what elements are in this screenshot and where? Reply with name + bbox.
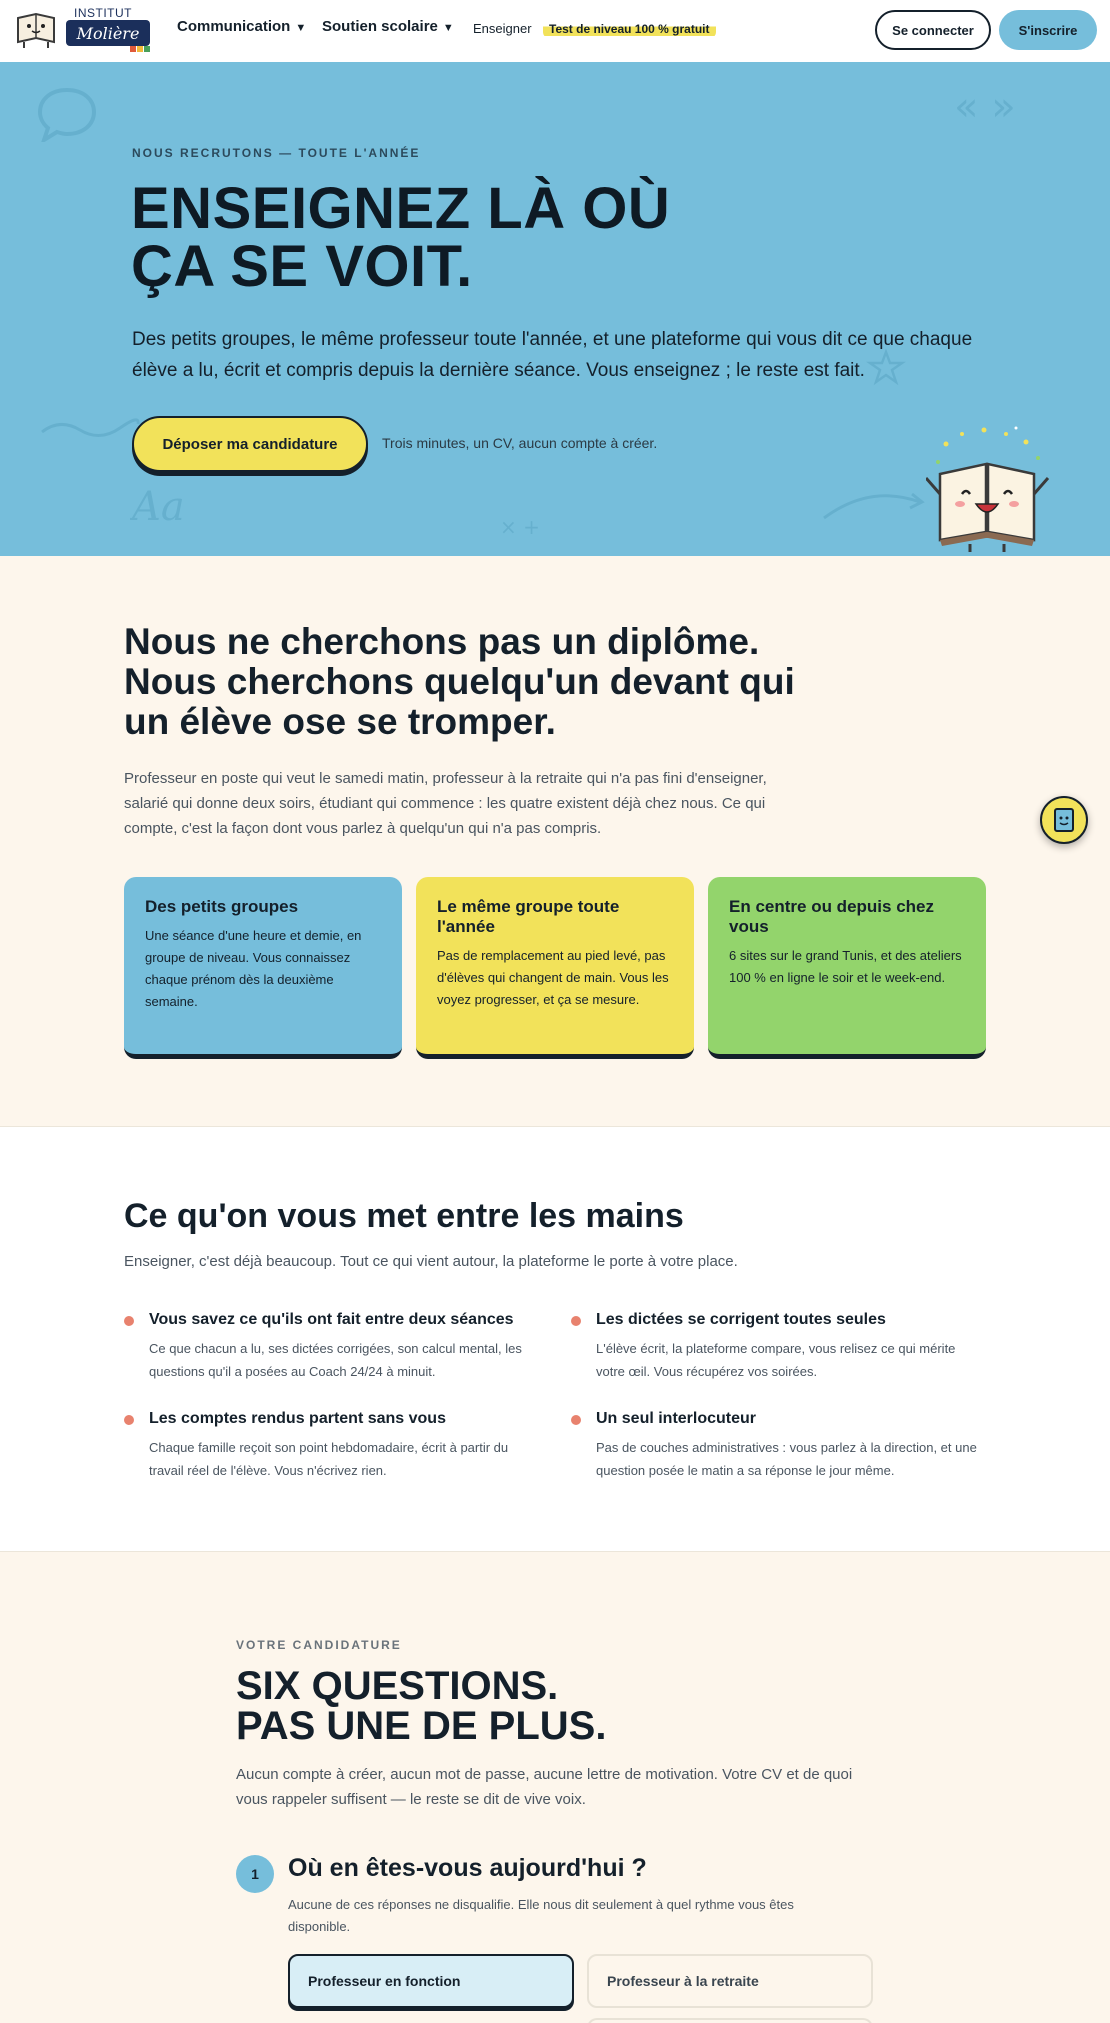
tools-title: Ce qu'on vous met entre les mains [124, 1197, 684, 1235]
help-chat-button[interactable] [1040, 796, 1088, 844]
svg-text:« »: « » [954, 86, 1016, 126]
feature-title: Les comptes rendus partent sans vous [149, 1410, 446, 1427]
card-text: Une séance d'une heure et demie, en groupe de niveau. Vous connaissez chaque prénom dès la deuxième semaine. [145, 928, 362, 1009]
option-next-partial[interactable] [587, 2018, 873, 2023]
logo-top-text: INSTITUT [74, 6, 132, 20]
card-petits-groupes [124, 877, 402, 1059]
feature-title: Un seul interlocuteur [596, 1410, 757, 1427]
hero-title-line-2: ÇA SE VOIT. [131, 234, 473, 299]
svg-text:Aa: Aa [132, 484, 185, 530]
profile-text: Professeur en poste qui veut le samedi matin, professeur à la retraite qui n'a pas fini d'enseigner, salarié qui donne deux soirs, étudiant qui commence : les quatre existent déjà chez nous. Ce qui compte, c'est la façon dont vous parlez à quelqu'un qui n'a pas compris. [124, 770, 767, 837]
feature-item [149, 1410, 539, 1482]
feature-item [596, 1311, 986, 1383]
profile-title-line-2: Nous cherchons quelqu'un devant qui [124, 661, 795, 702]
question-title: Où en êtes-vous aujourd'hui ? [288, 1854, 647, 1882]
application-title-line-2: PAS UNE DE PLUS. [236, 1704, 607, 1748]
application-eyebrow: VOTRE CANDIDATURE [236, 1638, 402, 1652]
card-meme-groupe [416, 877, 694, 1059]
book-mascot-icon [12, 8, 60, 50]
card-text: 6 sites sur le grand Tunis, et des ateliers 100 % en ligne le soir et le week-end. [729, 948, 962, 985]
math-symbols-icon [500, 512, 550, 542]
tools-section [0, 1126, 1110, 1552]
squiggle-icon [40, 414, 140, 444]
card-title: Des petits groupes [145, 897, 299, 916]
nav-communication-label: Communication [177, 18, 291, 35]
application-title [236, 1666, 606, 1746]
chevron-down-icon: ▼ [295, 22, 307, 34]
feature-text: Pas de couches administratives : vous parlez à la direction, et une question posée le matin a sa réponse le jour même. [596, 1440, 977, 1478]
nav-enseigner[interactable]: Enseigner [473, 21, 532, 36]
arrow-curve-icon [820, 484, 930, 524]
dot-icon [571, 1415, 581, 1425]
hero-section [0, 62, 1110, 556]
dot-icon [124, 1415, 134, 1425]
feature-title: Vous savez ce qu'ils ont fait entre deux séances [149, 1311, 514, 1328]
option-professeur-en-fonction[interactable]: Professeur en fonction [288, 1954, 574, 2008]
hero-eyebrow: NOUS RECRUTONS — TOUTE L'ANNÉE [132, 146, 421, 160]
question-help: Aucune de ces réponses ne disqualifie. Elle nous dit seulement à quel rythme vous êtes disponible. [288, 1897, 794, 1934]
application-section [0, 1552, 1110, 2023]
apply-button[interactable]: Déposer ma candidature [132, 416, 368, 472]
quote-marks-icon [954, 86, 1024, 126]
nav-test-niveau[interactable]: Test de niveau 100 % gratuit [543, 20, 716, 38]
nav-communication[interactable] [177, 18, 306, 35]
speech-bubble-icon [36, 84, 98, 142]
feature-text: L'élève écrit, la plateforme compare, vous relisez ce qui mérite votre œil. Vous récupérez vos soirées. [596, 1341, 956, 1379]
feature-text: Chaque famille reçoit son point hebdomadaire, écrit à partir du travail réel de l'élève. Vous n'écrivez rien. [149, 1440, 509, 1478]
signup-button[interactable]: S'inscrire [999, 10, 1097, 50]
card-title: Le même groupe toute l'année [437, 897, 620, 936]
profile-title-line-1: Nous ne cherchons pas un diplôme. [124, 621, 760, 662]
feature-item [149, 1311, 539, 1383]
chat-helper-icon [1049, 805, 1079, 835]
site-logo[interactable] [12, 6, 150, 52]
card-text: Pas de remplacement au pied levé, pas d'élèves qui changent de main. Vous les voyez progresser, et ça se mesure. [437, 948, 669, 1007]
dot-icon [571, 1316, 581, 1326]
profile-title-line-3: un élève ose se tromper. [124, 701, 556, 742]
question-number-badge: 1 [236, 1855, 274, 1893]
feature-title: Les dictées se corrigent toutes seules [596, 1311, 886, 1328]
chevron-down-icon: ▼ [442, 22, 454, 34]
login-button[interactable]: Se connecter [875, 10, 991, 50]
feature-item [596, 1410, 986, 1482]
feature-text: Ce que chacun a lu, ses dictées corrigées, son calcul mental, les questions qu'il a posées au Coach 24/24 à minuit. [149, 1341, 522, 1379]
hero-title [131, 176, 671, 299]
logo-name: Molière [66, 20, 150, 46]
option-professeur-retraite[interactable]: Professeur à la retraite [587, 1954, 873, 2008]
card-centre-ou-chez-vous [708, 877, 986, 1059]
card-title: En centre ou depuis chez vous [729, 897, 934, 936]
letters-aa-icon [130, 480, 200, 530]
hero-title-line-1: ENSEIGNEZ LÀ OÙ [131, 176, 671, 241]
tools-subtitle: Enseigner, c'est déjà beaucoup. Tout ce qui vient autour, la plateforme le porte à votre place. [124, 1253, 738, 1270]
profile-title [124, 622, 844, 742]
nav-soutien-label: Soutien scolaire [322, 18, 438, 35]
dot-icon [124, 1316, 134, 1326]
happy-book-icon [926, 424, 1052, 554]
nav-soutien-scolaire[interactable] [322, 18, 454, 35]
logo-flag-squares [130, 46, 150, 52]
hero-note: Trois minutes, un CV, aucun compte à créer. [382, 435, 658, 451]
application-title-line-1: SIX QUESTIONS. [236, 1664, 559, 1708]
profile-section [0, 556, 1110, 1126]
application-text: Aucun compte à créer, aucun mot de passe, aucune lettre de motivation. Votre CV et de quoi vous rappeler suffisent — le reste se dit de vive voix. [236, 1766, 853, 1808]
top-navigation [0, 0, 1110, 62]
hero-lead: Des petits groupes, le même professeur toute l'année, et une plateforme qui vous dit ce que chaque élève a lu, écrit et compris depuis la dernière séance. Vous enseignez ; le reste est fait. [132, 329, 973, 381]
logo-wordmark [66, 6, 150, 52]
svg-text:× +: × + [500, 515, 540, 539]
